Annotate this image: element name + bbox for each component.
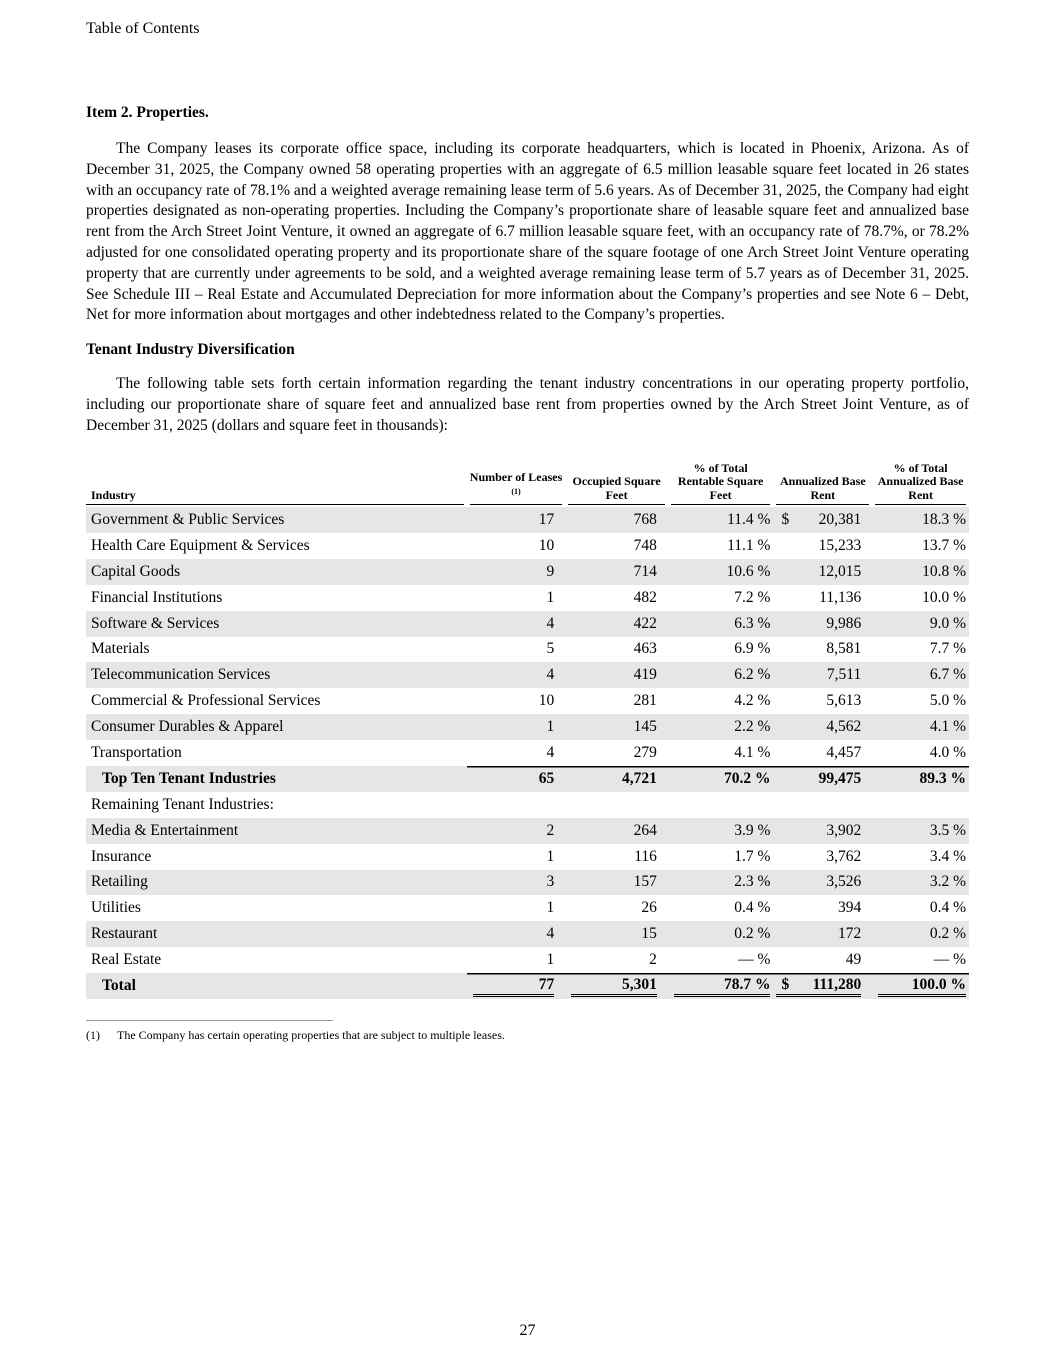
pct-abr-value: 0.2 % [929, 925, 966, 943]
table-row [86, 895, 969, 921]
pct-sf-value: 78.7 % [674, 976, 771, 997]
cell-pct-sf [668, 895, 774, 921]
table-row [86, 844, 969, 870]
pct-sf-value: 11.1 % [727, 536, 771, 554]
cell-leases [467, 844, 566, 870]
leases-value: 4 [546, 925, 555, 943]
leases-value: 3 [546, 873, 555, 891]
footnote-ref: (1) [511, 486, 521, 496]
table-row [86, 688, 969, 714]
pct-abr-value: 89.3 % [919, 769, 966, 787]
leases-value: 1 [546, 718, 555, 736]
pct-sf-value: 1.7 % [734, 847, 771, 865]
cell-industry: Media & Entertainment [86, 818, 467, 844]
pct-abr-value: 7.7 % [929, 640, 966, 658]
cell-pct-sf [668, 559, 774, 585]
cell-abr [773, 844, 872, 870]
cell-abr [773, 870, 872, 896]
sf-value: 15 [641, 925, 657, 943]
cell-pct-abr [872, 662, 969, 688]
table-row [86, 585, 969, 611]
sf-value: 768 [633, 511, 657, 528]
cell-abr [773, 895, 872, 921]
table-row [86, 507, 969, 533]
remaining-label: Remaining Tenant Industries: [91, 795, 274, 813]
leases-value: 5 [546, 640, 555, 658]
pct-abr-value: 18.3 % [922, 511, 966, 528]
leases-value: 4 [546, 614, 555, 632]
pct-sf-value: 6.2 % [734, 666, 771, 684]
cell-pct-sf [668, 766, 774, 792]
currency-symbol: $ [781, 975, 790, 993]
pct-abr-value: 3.4 % [929, 847, 966, 865]
tenant-industry-heading: Tenant Industry Diversification [86, 341, 295, 359]
sf-value: 157 [633, 873, 657, 891]
cell-industry: Health Care Equipment & Services [91, 536, 310, 554]
cell-leases [467, 507, 566, 533]
pct-sf-value: 11.4 % [727, 511, 771, 528]
cell-abr [773, 818, 872, 844]
cell-leases [467, 585, 566, 611]
pct-abr-value: 13.7 % [922, 536, 966, 554]
pct-sf-value: 0.2 % [734, 925, 771, 943]
cell-industry: Total [86, 973, 467, 999]
remaining-label-row [86, 792, 969, 818]
cell-industry: Capital Goods [86, 559, 467, 585]
cell-industry: Real Estate [91, 951, 162, 969]
sf-value: 419 [633, 666, 657, 684]
cell-pct-sf [668, 662, 774, 688]
cell-industry: Top Ten Tenant Industries [86, 766, 467, 792]
cell-industry: Financial Institutions [91, 588, 223, 606]
pct-sf-value: 6.9 % [734, 640, 771, 658]
cell-abr [773, 637, 872, 663]
cell-pct-abr [872, 973, 969, 999]
header-abr: Annualized Base Rent [773, 462, 872, 508]
footnote-mark: (1) [86, 1027, 100, 1042]
header-leases: Number of Leases $^{(1)}$ [467, 462, 566, 508]
pct-abr-value: 4.0 % [929, 744, 966, 762]
cell-abr [773, 585, 872, 611]
header-occupied-sf: Occupied Square Feet [565, 462, 668, 508]
cell-sf [565, 740, 668, 766]
pct-sf-value: 10.6 % [726, 562, 771, 580]
table-row [86, 533, 969, 559]
sf-value: 145 [633, 718, 657, 736]
leases-value: 77 [473, 976, 555, 997]
cell-pct-sf [668, 947, 774, 973]
cell-leases [467, 688, 566, 714]
table-row [86, 559, 969, 585]
total-row [86, 973, 969, 999]
cell-industry: Restaurant [86, 921, 467, 947]
abr-value: 99,475 [818, 769, 862, 787]
cell-leases [467, 870, 566, 896]
cell-abr [773, 921, 872, 947]
cell-leases [467, 637, 566, 663]
abr-value: 4,457 [826, 744, 862, 762]
abr-value: 3,902 [826, 821, 862, 839]
cell-sf [565, 688, 668, 714]
pct-abr-value: 100.0 % [878, 976, 966, 997]
leases-value: 9 [546, 562, 555, 580]
table-row [86, 662, 969, 688]
cell-abr [773, 559, 872, 585]
cell-pct-abr [872, 895, 969, 921]
cell-pct-abr [872, 688, 969, 714]
cell-sf [565, 585, 668, 611]
sf-value: 26 [641, 899, 657, 917]
leases-value: 4 [546, 666, 555, 684]
cell-leases [467, 533, 566, 559]
currency-symbol: $ [781, 511, 790, 528]
table-row [86, 947, 969, 973]
abr-value: 5,613 [826, 692, 862, 710]
pct-sf-value: — % [738, 951, 771, 969]
properties-section [86, 104, 969, 1043]
cell-sf [565, 921, 668, 947]
abr-value: 49 [845, 951, 862, 969]
cell-sf [565, 766, 668, 792]
sf-value: 748 [633, 536, 657, 554]
cell-pct-sf [668, 818, 774, 844]
sf-value: 463 [633, 640, 657, 658]
cell-pct-sf [668, 740, 774, 766]
table-intro-paragraph: The following table sets forth certain information regarding the tenant industry concentrations in our operating property portfolio, including our proportionate share of square feet and annualized base rent from properties owned by the Arch Street Joint Venture, as of December 31, 2025 (dollars and square feet in thousands): [86, 375, 969, 434]
leases-value: 1 [546, 588, 555, 606]
sf-value: 116 [634, 847, 657, 865]
cell-leases [467, 895, 566, 921]
pct-abr-value: 10.0 % [922, 588, 966, 606]
cell-pct-abr [872, 585, 969, 611]
cell-sf [565, 559, 668, 585]
table-header-row [86, 462, 969, 508]
cell-pct-sf [668, 688, 774, 714]
cell-sf [565, 870, 668, 896]
cell-industry: Utilities [91, 899, 141, 917]
abr-value: 7,511 [826, 666, 862, 684]
table-row [86, 921, 969, 947]
cell-abr [773, 533, 872, 559]
pct-sf-value: 3.9 % [734, 821, 771, 839]
cell-abr [773, 662, 872, 688]
cell-industry: Government & Public Services [86, 507, 467, 533]
abr-value: 12,015 [818, 562, 862, 580]
sf-value: 279 [633, 744, 657, 762]
pct-abr-value: 9.0 % [929, 614, 966, 632]
cell-abr [773, 507, 872, 533]
abr-value: 4,562 [826, 718, 862, 736]
cell-industry: Consumer Durables & Apparel [86, 714, 467, 740]
abr-value: 111,280 [812, 975, 862, 993]
cell-leases [467, 766, 566, 792]
cell-pct-abr [872, 818, 969, 844]
cell-pct-abr [872, 870, 969, 896]
cell-leases [467, 921, 566, 947]
cell-pct-abr [872, 559, 969, 585]
cell-industry: Telecommunication Services [86, 662, 467, 688]
pct-abr-value: 3.5 % [929, 821, 966, 839]
pct-abr-value: 3.2 % [929, 873, 966, 891]
cell-industry: Commercial & Professional Services [91, 692, 321, 710]
pct-sf-value: 4.1 % [734, 744, 771, 762]
header-industry: Industry [86, 462, 467, 508]
header-pct-rentable-sf: % of Total Rentable Square Feet [668, 462, 774, 508]
abr-value: 20,381 [818, 511, 862, 528]
cell-pct-abr [872, 921, 969, 947]
cell-pct-abr [872, 637, 969, 663]
leases-value: 17 [538, 511, 555, 528]
cell-industry: Software & Services [86, 611, 467, 637]
table-of-contents-link[interactable]: Table of Contents [86, 20, 200, 37]
leases-value: 10 [538, 536, 555, 554]
leases-value: 65 [538, 769, 555, 787]
pct-sf-value: 4.2 % [734, 692, 771, 710]
footnote-divider [86, 1020, 333, 1021]
cell-pct-sf [668, 870, 774, 896]
table-row [86, 714, 969, 740]
cell-sf [565, 533, 668, 559]
cell-sf [565, 947, 668, 973]
cell-leases [467, 662, 566, 688]
section-heading: Item 2. Properties. [86, 104, 209, 121]
sf-value: 264 [633, 821, 657, 839]
footnote [86, 1028, 969, 1043]
cell-industry: Materials [91, 640, 150, 658]
cell-leases [467, 714, 566, 740]
cell-pct-abr [872, 507, 969, 533]
leases-value: 1 [546, 951, 555, 969]
cell-leases [467, 818, 566, 844]
cell-pct-sf [668, 714, 774, 740]
cell-pct-abr [872, 533, 969, 559]
cell-industry: Insurance [91, 847, 152, 865]
abr-value: 11,136 [819, 588, 862, 606]
cell-abr [773, 766, 872, 792]
abr-value: 172 [837, 925, 862, 943]
cell-sf [565, 895, 668, 921]
cell-abr [773, 688, 872, 714]
pct-sf-value: 2.2 % [734, 718, 771, 736]
cell-sf [565, 662, 668, 688]
sf-value: 422 [633, 614, 657, 632]
header-pct-abr: % of Total Annualized Base Rent [872, 462, 969, 508]
sf-value: 714 [633, 562, 657, 580]
cell-pct-sf [668, 921, 774, 947]
cell-pct-sf [668, 637, 774, 663]
cell-pct-abr [872, 611, 969, 637]
pct-abr-value: 6.7 % [929, 666, 966, 684]
cell-leases [467, 611, 566, 637]
cell-pct-sf [668, 585, 774, 611]
cell-leases [467, 740, 566, 766]
abr-value: 9,986 [826, 614, 862, 632]
table-row [86, 637, 969, 663]
pct-abr-value: 0.4 % [929, 899, 966, 917]
cell-sf [565, 844, 668, 870]
cell-pct-sf [668, 844, 774, 870]
pct-abr-value: 5.0 % [929, 692, 966, 710]
abr-value: 15,233 [818, 536, 862, 554]
pct-sf-value: 6.3 % [734, 614, 771, 632]
properties-paragraph: The Company leases its corporate office space, including its corporate headquarters, which is located in Phoenix, Arizona. As of December 31, 2025, the Company owned 58 operating properties with an aggregate of 6.5 million leasable square feet located in 26 states with an occupancy rate of 78.1% and a weighted average remaining lease term of 5.6 years. As of December 31, 2025, the Company had eight properties designated as non-operating properties. Including the Company’s proportionate share of leasable square feet and annualized base rent from the Arch Street Joint Venture, it owned an aggregate of 6.7 million leasable square feet, with an occupancy rate of 78.7%, or 78.2% adjusted for one consolidated operating property and its proportionate share of the square footage of one Arch Street Joint Venture operating property that are currently under agreements to be sold, and a weighted average remaining lease term of 5.7 years as of December 31, 2025. See Schedule III – Real Estate and Accumulated Depreciation for more information about the Company’s properties and see Note 6 – Debt, Net for more information about mortgages and other indebtedness related to the Company’s properties. [86, 140, 969, 324]
cell-pct-abr [872, 714, 969, 740]
leases-value: 2 [546, 821, 555, 839]
cell-industry: Transportation [91, 744, 182, 762]
cell-sf [565, 818, 668, 844]
cell-pct-sf [668, 973, 774, 999]
abr-value: 3,762 [826, 847, 862, 865]
cell-pct-sf [668, 533, 774, 559]
cell-pct-abr [872, 740, 969, 766]
cell-sf [565, 611, 668, 637]
top-ten-row [86, 766, 969, 792]
cell-sf [565, 637, 668, 663]
footnote-text: The Company has certain operating properties that are subject to multiple leases. [117, 1027, 505, 1042]
cell-sf [565, 973, 668, 999]
abr-value: 394 [837, 899, 862, 917]
abr-value: 8,581 [826, 640, 862, 658]
table-row [86, 870, 969, 896]
cell-pct-abr [872, 766, 969, 792]
sf-value: 4,721 [622, 769, 657, 787]
sf-value: 5,301 [571, 976, 657, 997]
cell-abr [773, 740, 872, 766]
cell-leases [467, 973, 566, 999]
cell-sf [565, 714, 668, 740]
tenant-industry-table [86, 462, 969, 999]
pct-sf-value: 7.2 % [734, 588, 771, 606]
pct-abr-value: 4.1 % [929, 718, 966, 736]
pct-abr-value: — % [933, 951, 966, 969]
cell-pct-abr [872, 844, 969, 870]
table-row [86, 611, 969, 637]
pct-sf-value: 2.3 % [734, 873, 771, 891]
pct-sf-value: 0.4 % [734, 899, 771, 917]
cell-pct-abr [872, 947, 969, 973]
leases-value: 1 [546, 847, 555, 865]
sf-value: 482 [633, 588, 657, 606]
leases-value: 10 [538, 692, 555, 710]
cell-sf [565, 507, 668, 533]
cell-abr [773, 947, 872, 973]
table-row [86, 740, 969, 766]
pct-abr-value: 10.8 % [922, 562, 966, 580]
cell-abr [773, 611, 872, 637]
cell-pct-sf [668, 611, 774, 637]
sf-value: 281 [633, 692, 657, 710]
sf-value: 2 [649, 951, 657, 969]
cell-industry: Retailing [86, 870, 467, 896]
cell-abr [773, 714, 872, 740]
leases-value: 1 [546, 899, 555, 917]
cell-pct-sf [668, 507, 774, 533]
page-number: 27 [519, 1322, 536, 1339]
leases-value: 4 [546, 744, 555, 762]
table-row [86, 818, 969, 844]
cell-abr [773, 973, 872, 999]
cell-leases [467, 559, 566, 585]
abr-value: 3,526 [826, 873, 862, 891]
pct-sf-value: 70.2 % [723, 769, 771, 787]
cell-leases [467, 947, 566, 973]
